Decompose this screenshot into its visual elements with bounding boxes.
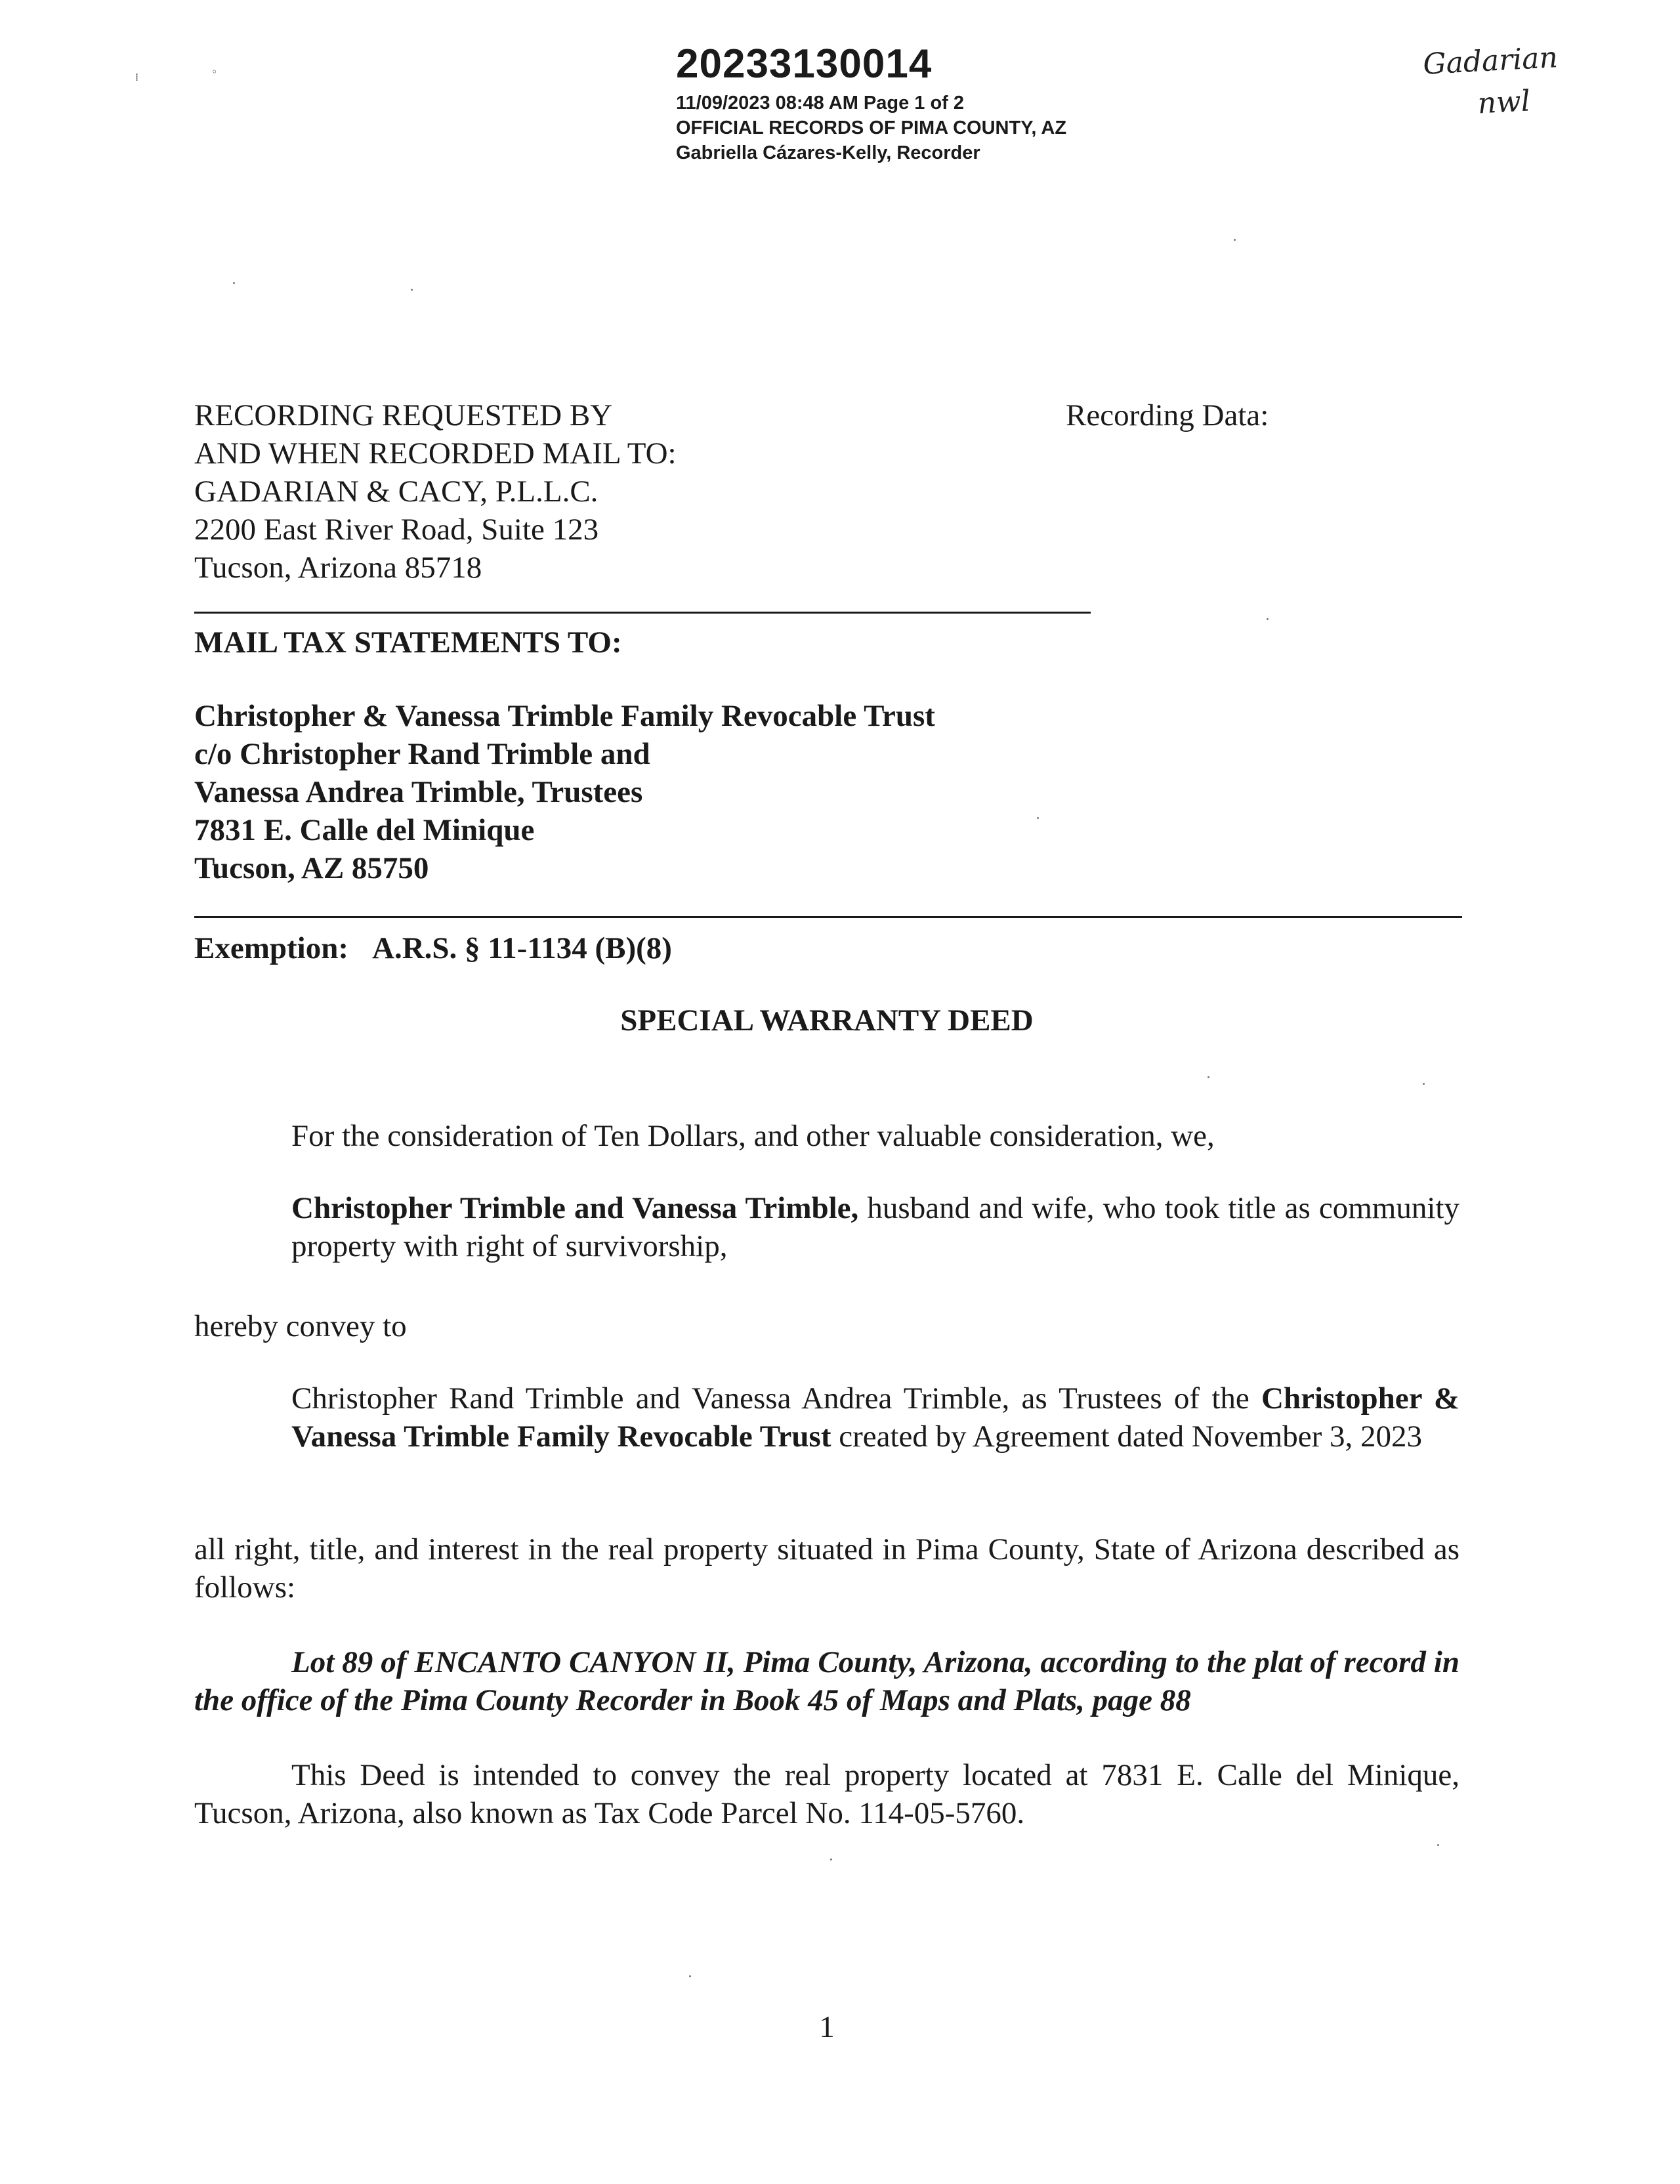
scan-speck [233,282,235,284]
recording-line: Tucson, Arizona 85718 [194,551,482,585]
mail-tax-address-block [194,697,935,887]
recording-datetime-page: 11/09/2023 08:48 AM Page 1 of 2 [676,93,965,114]
scan-speck [1423,1083,1425,1085]
scan-mark: ◦ [211,66,218,78]
recording-office: OFFICIAL RECORDS OF PIMA COUNTY, AZ [676,117,1067,138]
legal-description: Lot 89 of ENCANTO CANYON II, Pima County, Arizona, according to the plat of record in the office of the Pima County Recorder in Book 45 of Maps and Plats, page 88 [194,1645,1460,1717]
recorder-stamp [676,38,1066,165]
mail-tax-line: Tucson, AZ 85750 [194,851,429,885]
recording-line: AND WHEN RECORDED MAIL TO: [194,436,677,471]
scan-speck [1037,817,1039,819]
scan-speck [1208,1076,1209,1078]
consideration-paragraph: For the consideration of Ten Dollars, and other valuable consideration, we, [291,1119,1215,1153]
recording-data-label: Recording Data: [1066,398,1269,432]
grantors-paragraph [291,1189,1460,1265]
convey-paragraph: hereby convey to [194,1309,407,1343]
scan-speck [689,1975,691,1977]
grantees-intro: Christopher Rand Trimble and Vanessa Andrea Trimble, as Trustees of the [291,1381,1261,1416]
mail-tax-line: Christopher & Vanessa Trimble Family Revocable Trust [194,699,935,733]
trust-name: Christopher & Vanessa Trimble Family Revocable Trust [291,1381,1460,1454]
scan-mark: ⁞ [135,71,139,83]
recording-line: GADARIAN & CACY, P.L.L.C. [194,474,598,509]
grantees-agreement: created by Agreement dated November 3, 2023 [831,1419,1423,1454]
mail-tax-line: c/o Christopher Rand Trimble and [194,737,650,771]
recorder-name: Gabriella Cázares-Kelly, Recorder [676,142,980,163]
grantees-paragraph [291,1379,1460,1456]
exemption-label: Exemption: [194,931,348,965]
scan-speck [1234,239,1236,241]
scan-speck [1437,1844,1439,1846]
mail-tax-line: Vanessa Andrea Trimble, Trustees [194,775,643,809]
handwritten-line-2: nwl [1477,84,1532,121]
document-number: 20233130014 [676,41,933,87]
divider-rule [194,916,1462,918]
recording-requested-block [194,396,677,587]
handwritten-line-1: Gadarian [1422,41,1559,81]
exemption-line [194,929,672,967]
page-number: 1 [819,2010,835,2044]
exemption-code: A.R.S. § 11-1134 (B)(8) [372,931,672,965]
scan-speck [411,289,413,291]
grantors-description: husband and wife, who took title as community property with right of survivorship, [291,1191,1460,1263]
recording-line: 2200 East River Road, Suite 123 [194,513,599,547]
scan-speck [1267,618,1269,620]
interest-paragraph: all right, title, and interest in the real property situated in Pima County, State of Arizona described as follows: [194,1532,1460,1605]
mail-tax-label: MAIL TAX STATEMENTS TO: [194,625,622,660]
deed-title: SPECIAL WARRANTY DEED [620,1003,1034,1038]
grantors-names: Christopher Trimble and Vanessa Trimble, [291,1191,859,1225]
divider-rule [194,612,1091,614]
recording-line: RECORDING REQUESTED BY [194,398,613,432]
mail-tax-line: 7831 E. Calle del Minique [194,813,535,847]
handwritten-note [1422,35,1597,127]
scan-speck [830,1858,832,1860]
intent-paragraph: This Deed is intended to convey the real property located at 7831 E. Calle del Minique, Tucson, Arizona, also known as Tax Code Parcel No. 114-05-5760. [194,1758,1460,1830]
